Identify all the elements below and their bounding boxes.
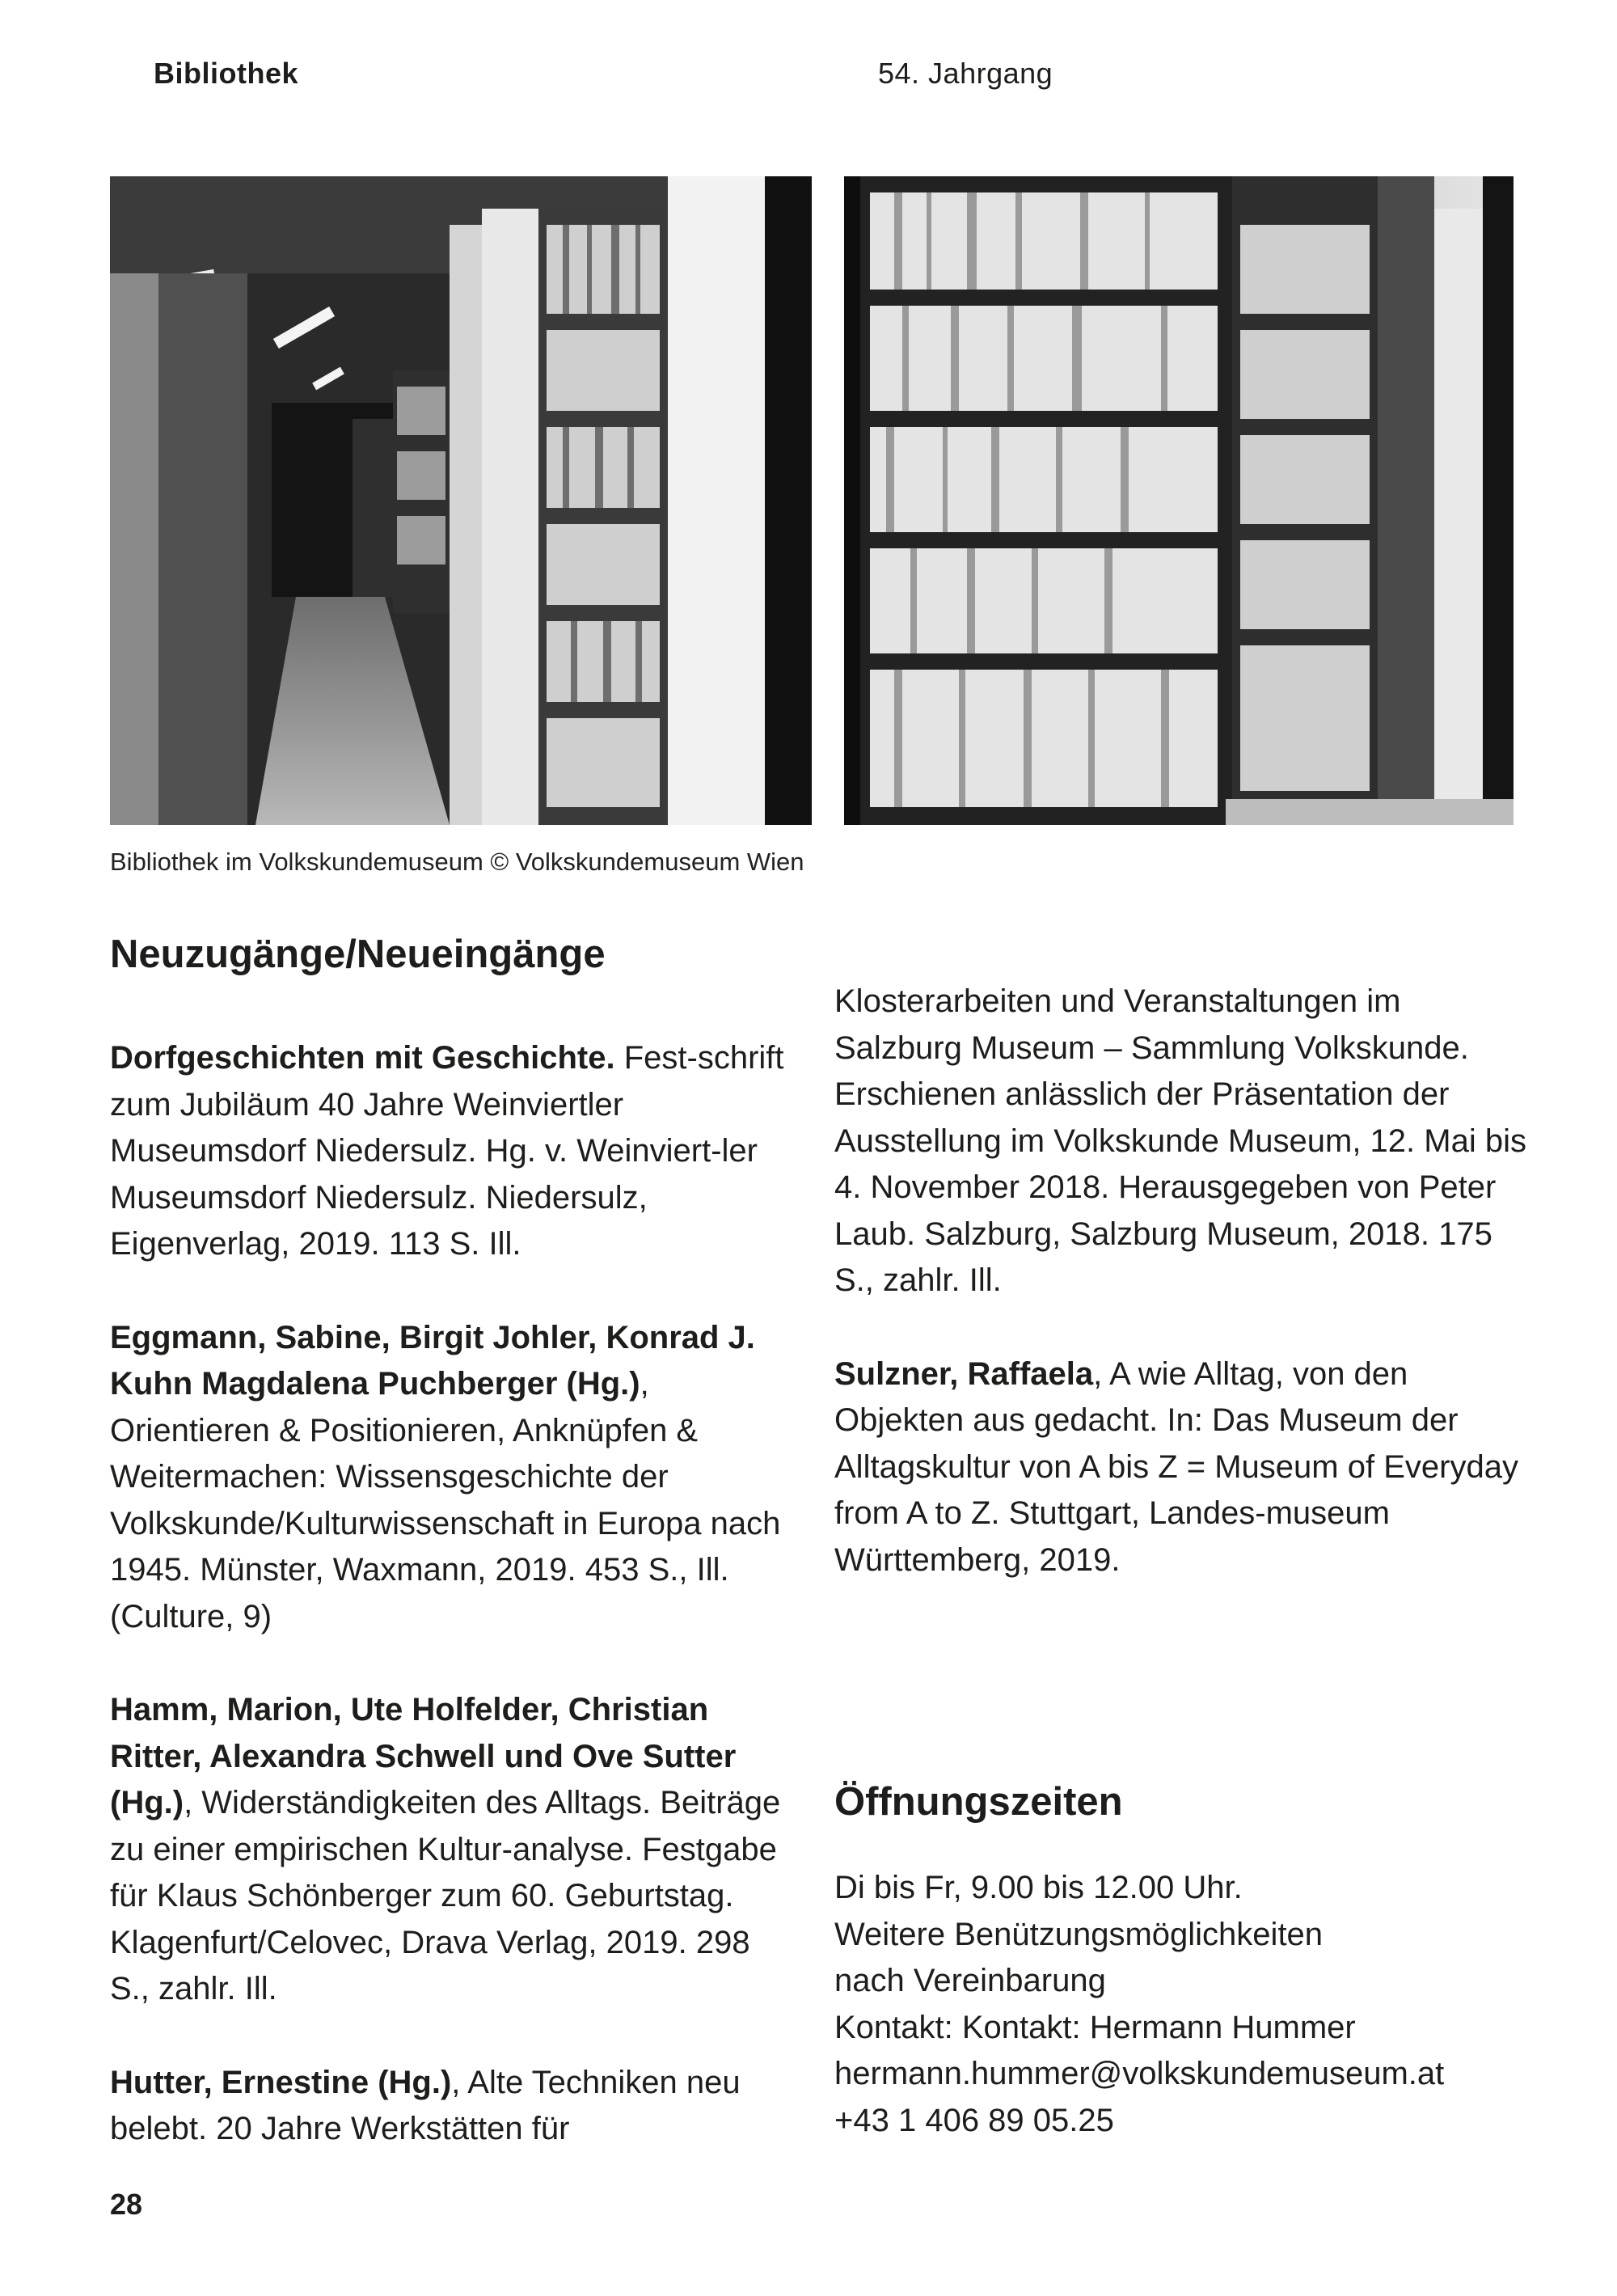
entry-details: , Orientieren & Positionieren, Anknüpfen & Weitermachen: Wissensgeschichte der Volkskunde/Kulturwissenschaft in Europa nach 1945. Münster, Waxmann, 2019. 453 S., Ill. (Culture, 9) [110, 1366, 781, 1634]
entry-author: Hamm, Marion, Ute Holfelder, Christian Ritter, Alexandra Schwell und Ove Sutter (Hg.) [110, 1692, 737, 1820]
entry-details: , A wie Alltag, von den Objekten aus gedacht. In: Das Museum der Alltagskultur von A bis Z = Museum of Everyday from A to Z. Stuttgart, Landes-museum Württemberg, 2019. [834, 1355, 1518, 1578]
entry-author: Sulzner, Raffaela [834, 1355, 1094, 1392]
left-column [110, 930, 797, 2153]
bibliography-entry [110, 1315, 797, 1641]
left-aisle-photo [110, 176, 812, 825]
contact-email[interactable]: hermann.hummer@volkskundemuseum.at [834, 2056, 1445, 2091]
opening-hours-text: Di bis Fr, 9.00 bis 12.00 Uhr. [834, 1870, 1243, 1905]
entry-author: Eggmann, Sabine, Birgit Johler, Konrad J. Kuhn Magdalena Puchberger (Hg.) [110, 1319, 755, 1402]
right-shelf-photo [844, 176, 1514, 825]
entry-details: , Widerständigkeiten des Alltags. Beiträge zu einer empirischen Kultur-analyse. Festgabe für Klaus Schönberger zum 60. Geburtstag. Klagenfurt/Celovec, Drava Verlag, 2019. 298 S., zahlr. Ill. [110, 1785, 781, 2006]
usage-note: Weitere Benützungsmöglichkeiten [834, 1916, 1324, 1952]
entry-author: Dorfgeschichten mit Geschichte. [110, 1040, 615, 1076]
contact-person: Kontakt: Kontakt: Hermann Hummer [834, 2009, 1356, 2045]
running-header-section: Bibliothek [154, 57, 299, 90]
bibliography-entry [834, 1351, 1530, 1584]
section-heading-opening-hours: Öffnungszeiten [834, 1780, 1123, 1824]
bibliography-entry [110, 1035, 797, 1268]
running-header-volume: 54. Jahrgang [878, 57, 1053, 90]
usage-note-continued: nach Vereinbarung [834, 1963, 1106, 1998]
bibliography-entry [110, 2060, 797, 2153]
library-photo-illustration [110, 176, 1514, 825]
entry-author: Hutter, Ernestine (Hg.) [110, 2064, 452, 2100]
section-heading-new-acquisitions: Neuzugänge/Neueingänge [110, 932, 606, 976]
photo-caption: Bibliothek im Volkskundemuseum © Volkskundemuseum Wien [110, 848, 804, 876]
right-column [834, 930, 1530, 2144]
bibliography-entry-continuation: Klosterarbeiten und Veranstaltungen im Salzburg Museum – Sammlung Volkskunde. Erschienen anlässlich der Präsentation der Ausstellung im Volkskunde Museum, 12. Mai bis 4. November 2018. Herausgegeben von Peter Laub. Salzburg, Salzburg Museum, 2018. 175 S., zahlr. Ill. [834, 983, 1526, 1298]
entry-details: , Alte Techniken neu belebt. 20 Jahre Werkstätten für [110, 2064, 741, 2146]
library-photo [110, 176, 1514, 825]
bibliography-entry [110, 1687, 797, 2013]
page-number: 28 [110, 2188, 143, 2221]
contact-phone: +43 1 406 89 05.25 [834, 2102, 1114, 2138]
entry-details: Fest-schrift zum Jubiläum 40 Jahre Weinviertler Museumsdorf Niedersulz. Hg. v. Weinviert-ler Museumsdorf Niedersulz. Niedersulz, Eigenverlag, 2019. 113 S. Ill. [110, 1040, 784, 1262]
